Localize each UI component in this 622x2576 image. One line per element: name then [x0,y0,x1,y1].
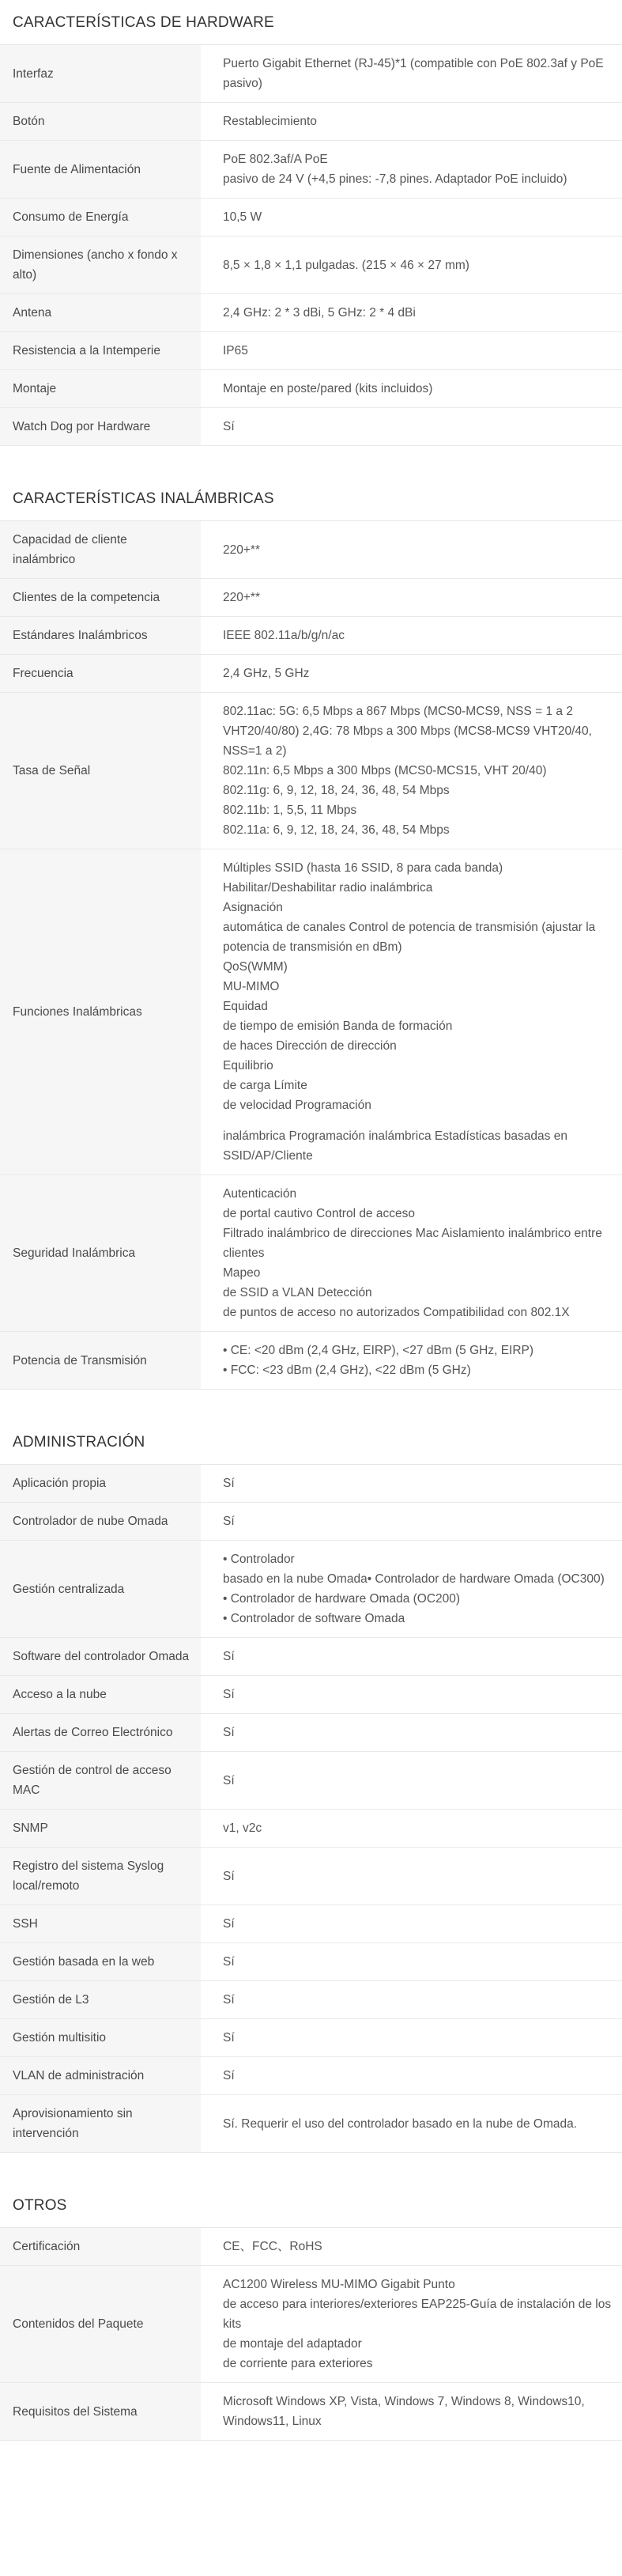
spec-value-line: Equidad [223,1000,268,1013]
spec-label: Tasa de Señal [0,693,201,849]
spec-row [0,1905,622,1943]
section-title: CARACTERÍSTICAS INALÁMBRICAS [0,476,622,521]
section-title: CARACTERÍSTICAS DE HARDWARE [0,0,622,45]
spec-value-line: 802.11b: 1, 5,5, 11 Mbps [223,804,357,817]
spec-label: Contenidos del Paquete [0,2266,201,2383]
spec-row [0,1752,622,1810]
spec-value-line: 220+** [223,591,260,604]
spec-value-line: PoE 802.3af/A PoE [223,153,328,166]
spec-label: Clientes de la competencia [0,579,201,617]
spec-value [201,103,622,141]
spec-value-line: QoS(WMM) [223,960,288,974]
spec-value-line: 802.11n: 6,5 Mbps a 300 Mbps (MCS0-MCS15, VHT 20/40) [223,764,547,777]
spec-row [0,655,622,693]
spec-value-line: • FCC: <23 dBm (2,4 GHz), <22 dBm (5 GHz) [223,1364,471,1377]
spec-value [201,655,622,693]
spec-value-line: 802.11a: 6, 9, 12, 18, 24, 36, 48, 54 Mbps [223,823,450,837]
spec-value [201,1676,622,1714]
spec-value [201,45,622,103]
spec-label: Gestión centralizada [0,1541,201,1638]
spec-label: Frecuencia [0,655,201,693]
section-spacer [0,2153,622,2183]
spec-label: Aplicación propia [0,1465,201,1503]
spec-value [201,579,622,617]
spec-row [0,1943,622,1981]
spec-value-line: de haces Dirección de dirección [223,1039,397,1053]
spec-value [201,1638,622,1676]
spec-value-line: Autenticación [223,1187,297,1201]
spec-value [201,1465,622,1503]
spec-section [0,0,622,446]
spec-value [201,1714,622,1752]
spec-value-line: Sí [223,1869,235,1883]
spec-value-line: pasivo de 24 V (+4,5 pines: -7,8 pines. Adaptador PoE incluido) [223,172,567,186]
spec-value [201,2019,622,2057]
spec-value-line: Sí [223,1993,235,2007]
spec-label: Montaje [0,370,201,408]
spec-label: Requisitos del Sistema [0,2383,201,2441]
spec-value-line: AC1200 Wireless MU-MIMO Gigabit Punto [223,2278,455,2291]
spec-value [201,1981,622,2019]
spec-value [201,2057,622,2095]
spec-value-line: 802.11ac: 5G: 6,5 Mbps a 867 Mbps (MCS0-MCS9, NSS = 1 a 2 VHT20/40/80) 2,4G: 78 Mbps a 300 Mbps (MCS8-MCS9 VHT20/40, NSS=1 a 2) [223,705,592,758]
spec-value-line: Sí [223,1688,235,1701]
spec-value [201,332,622,370]
spec-value [201,1175,622,1332]
spec-row [0,579,622,617]
spec-value-line: Sí [223,420,235,433]
spec-value-line: Montaje en poste/pared (kits incluidos) [223,382,433,395]
spec-label: Capacidad de cliente inalámbrico [0,521,201,579]
spec-row [0,45,622,103]
spec-label: Interfaz [0,45,201,103]
spec-value-line: MU-MIMO [223,980,280,993]
spec-value-line: • Controlador de hardware Omada (OC200) [223,1592,461,1606]
spec-value [201,693,622,849]
spec-label: Watch Dog por Hardware [0,408,201,446]
spec-label: Fuente de Alimentación [0,141,201,199]
spec-label: Potencia de Transmisión [0,1332,201,1390]
spec-label: Registro del sistema Syslog local/remoto [0,1848,201,1905]
spec-row [0,1332,622,1390]
spec-row [0,2266,622,2383]
spec-label: Dimensiones (ancho x fondo x alto) [0,236,201,294]
spec-row [0,2228,622,2266]
spec-value-line: IEEE 802.11a/b/g/n/ac [223,629,345,642]
spec-value-line: de carga Límite [223,1079,307,1092]
section-spacer [0,1390,622,1420]
spec-value [201,1503,622,1541]
spec-row [0,1638,622,1676]
spec-value-line: v1, v2c [223,1821,262,1835]
spec-value-line: Restablecimiento [223,115,317,128]
spec-value [201,1905,622,1943]
spec-value-line: Sí [223,1477,235,1490]
spec-row [0,236,622,294]
section-title: OTROS [0,2183,622,2228]
spec-value-line: Filtrado inalámbrico de direcciones Mac Aislamiento inalámbrico entre clientes [223,1227,602,1260]
spec-row [0,693,622,849]
spec-label: VLAN de administración [0,2057,201,2095]
spec-row [0,1810,622,1848]
spec-label: Estándares Inalámbricos [0,617,201,655]
spec-row [0,294,622,332]
spec-value [201,1752,622,1810]
spec-label: SNMP [0,1810,201,1848]
spec-value-line: Sí [223,1726,235,1739]
spec-label: Aprovisionamiento sin intervención [0,2095,201,2153]
spec-value-line: Sí [223,1773,235,1787]
spec-value [201,617,622,655]
spec-value-line: Sí [223,2031,235,2045]
spec-value [201,2228,622,2266]
spec-row [0,2019,622,2057]
spec-row [0,408,622,446]
spec-value [201,1541,622,1638]
spec-value-line: Sí [223,1650,235,1663]
spec-value-line: 2,4 GHz, 5 GHz [223,667,310,680]
spec-value [201,1332,622,1390]
spec-label: Software del controlador Omada [0,1638,201,1676]
spec-value-line [223,1115,613,1126]
spec-value-line: Mapeo [223,1266,261,1280]
spec-value-line: 8,5 × 1,8 × 1,1 pulgadas. (215 × 46 × 27 mm) [223,258,469,272]
spec-value-line: de corriente para exteriores [223,2357,373,2370]
spec-row [0,103,622,141]
section-title: ADMINISTRACIÓN [0,1420,622,1465]
spec-row [0,199,622,236]
spec-row [0,1541,622,1638]
spec-row [0,1714,622,1752]
spec-row [0,2095,622,2153]
spec-table [0,2228,622,2441]
spec-label: Antena [0,294,201,332]
spec-label: Acceso a la nube [0,1676,201,1714]
section-spacer [0,446,622,476]
spec-label: Consumo de Energía [0,199,201,236]
spec-value-line: Sí [223,1917,235,1931]
spec-row [0,1175,622,1332]
spec-label: Gestión multisitio [0,2019,201,2057]
spec-value-line: 220+** [223,543,260,557]
spec-label: Funciones Inalámbricas [0,849,201,1175]
spec-value-line: Puerto Gigabit Ethernet (RJ-45)*1 (compatible con PoE 802.3af y PoE pasivo) [223,57,604,90]
spec-row [0,617,622,655]
spec-value-line: CE、FCC、RoHS [223,2240,322,2253]
spec-value [201,199,622,236]
spec-value-line: Habilitar/Deshabilitar radio inalámbrica [223,881,433,895]
spec-value-line: Sí [223,1955,235,1969]
spec-label: Certificación [0,2228,201,2266]
spec-value-line: • Controlador [223,1553,295,1566]
spec-row [0,1465,622,1503]
spec-value-line: Microsoft Windows XP, Vista, Windows 7, Windows 8, Windows10, Windows11, Linux [223,2395,585,2428]
spec-row [0,2057,622,2095]
spec-value-line: automática de canales Control de potencia de transmisión (ajustar la potencia de transmisión en dBm) [223,921,596,954]
spec-label: Gestión de control de acceso MAC [0,1752,201,1810]
spec-value-line: basado en la nube Omada• Controlador de hardware Omada (OC300) [223,1572,605,1586]
spec-value [201,2266,622,2383]
spec-value-line: de portal cautivo Control de acceso [223,1207,415,1220]
spec-value [201,1848,622,1905]
spec-value-line: Equilibrio [223,1059,273,1072]
spec-value-line: 2,4 GHz: 2 * 3 dBi, 5 GHz: 2 * 4 dBi [223,306,416,320]
spec-label: Seguridad Inalámbrica [0,1175,201,1332]
spec-label: Gestión basada en la web [0,1943,201,1981]
spec-label: Gestión de L3 [0,1981,201,2019]
spec-value [201,408,622,446]
spec-table [0,1465,622,2153]
spec-value-line: de tiempo de emisión Banda de formación [223,1019,453,1033]
spec-value-line: IP65 [223,344,248,357]
spec-row [0,141,622,199]
spec-table [0,521,622,1390]
spec-value-line: Múltiples SSID (hasta 16 SSID, 8 para cada banda) [223,861,503,875]
spec-row [0,370,622,408]
spec-value [201,2383,622,2441]
spec-value-line: Sí. Requerir el uso del controlador basado en la nube de Omada. [223,2116,578,2131]
spec-value-line: Sí [223,1515,235,1528]
spec-value-line: Sí [223,2069,235,2082]
spec-value-line: inalámbrica Programación inalámbrica Estadísticas basadas en SSID/AP/Cliente [223,1129,567,1163]
spec-row [0,332,622,370]
spec-row [0,2383,622,2441]
spec-section [0,2153,622,2441]
spec-value-line: de puntos de acceso no autorizados Compatibilidad con 802.1X [223,1306,570,1319]
spec-value [201,370,622,408]
spec-label: Botón [0,103,201,141]
spec-value [201,1943,622,1981]
spec-table [0,45,622,446]
spec-label: Controlador de nube Omada [0,1503,201,1541]
spec-label: SSH [0,1905,201,1943]
spec-value-line: de montaje del adaptador [223,2337,362,2351]
spec-value-line: de acceso para interiores/exteriores EAP225-Guía de instalación de los kits [223,2298,612,2331]
spec-value-line: Asignación [223,901,283,914]
spec-value [201,521,622,579]
spec-value-line: 10,5 W [223,210,262,224]
spec-label: Alertas de Correo Electrónico [0,1714,201,1752]
spec-row [0,1503,622,1541]
spec-row [0,1676,622,1714]
spec-value [201,849,622,1175]
spec-row [0,1848,622,1905]
spec-value [201,294,622,332]
spec-value-line: • Controlador de software Omada [223,1612,405,1625]
spec-value-line: • CE: <20 dBm (2,4 GHz, EIRP), <27 dBm (5 GHz, EIRP) [223,1344,534,1357]
spec-value-line: de SSID a VLAN Detección [223,1286,372,1299]
spec-row [0,1981,622,2019]
spec-value-line: de velocidad Programación [223,1099,371,1112]
spec-section [0,446,622,1390]
spec-value-line: 802.11g: 6, 9, 12, 18, 24, 36, 48, 54 Mbps [223,784,450,797]
spec-value [201,1810,622,1848]
spec-row [0,521,622,579]
spec-value [201,236,622,294]
spec-value [201,141,622,199]
spec-label: Resistencia a la Intemperie [0,332,201,370]
spec-section [0,1390,622,2153]
spec-value [201,2095,622,2153]
spec-row [0,849,622,1175]
